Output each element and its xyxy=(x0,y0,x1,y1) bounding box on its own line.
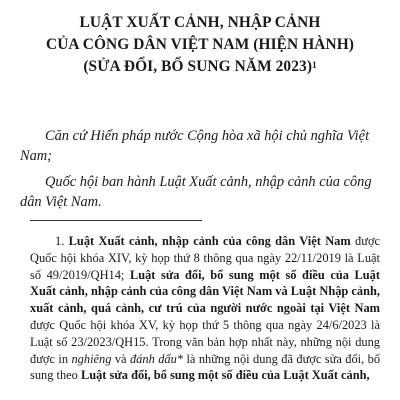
title-line-1: LUẬT XUẤT CẢNH, NHẬP CẢNH xyxy=(79,14,321,31)
preamble-constitution-basis: Căn cứ Hiến pháp nước Cộng hòa xã hội chủ nghĩa Việt Nam; xyxy=(20,128,370,164)
title-line-3 xyxy=(20,56,380,78)
footnote-italic-word: nghiêng xyxy=(71,351,112,366)
title-line-3-text: (SỬA ĐỔI, BỔ SUNG NĂM 2023) xyxy=(83,58,313,75)
law-title xyxy=(20,12,380,78)
footnote-text-4: là những nội dung đã được sửa đổi, bổ sung theo xyxy=(30,351,381,383)
preamble-enactment-statement: Quốc hội ban hành Luật Xuất cảnh, nhập cảnh của công dân Việt Nam. xyxy=(20,174,372,210)
footnote-text-1: được Quốc hội khóa XIV, kỳ họp thứ 8 thông qua ngày 22/11/2019 là Luật số 49/2019/QH14; xyxy=(30,234,381,282)
footnote-text-2: được Quốc hội khóa XV, kỳ họp thứ 5 thông qua ngày 24/6/2023 là Luật số 23/2023/QH15. Trong văn bản hợp nhất này, những nội dung được in xyxy=(30,317,380,366)
footnote-text-3: và xyxy=(111,351,130,366)
title-line-2: CỦA CÔNG DÂN VIỆT NAM (HIỆN HÀNH) xyxy=(46,36,354,53)
footnote-marked-word: đánh dấu* xyxy=(129,351,183,366)
footnote-law-name: Luật Xuất cảnh, nhập cảnh của công dân Việt Nam xyxy=(68,234,351,248)
title-footnote-marker[interactable]: 1 xyxy=(312,60,317,70)
footnote-1 xyxy=(30,233,380,384)
footnote-amending-law-name: Luật sửa đổi, bổ sung một số điều của Luật Xuất cảnh, nhập cảnh của công dân Việt Nam và Luật Nhập cảnh, xuất cảnh, quá cảnh, cư trú của người nước ngoài tại Việt Nam xyxy=(30,267,380,316)
footnote-amending-law-reference: Luật sửa đổi, bổ sung một số điều của Luật Xuất cảnh, xyxy=(80,368,370,383)
footnote-separator xyxy=(30,220,202,221)
preamble xyxy=(20,126,376,218)
footnote-paragraph xyxy=(30,233,380,384)
footnote-number: 1. xyxy=(55,234,69,248)
